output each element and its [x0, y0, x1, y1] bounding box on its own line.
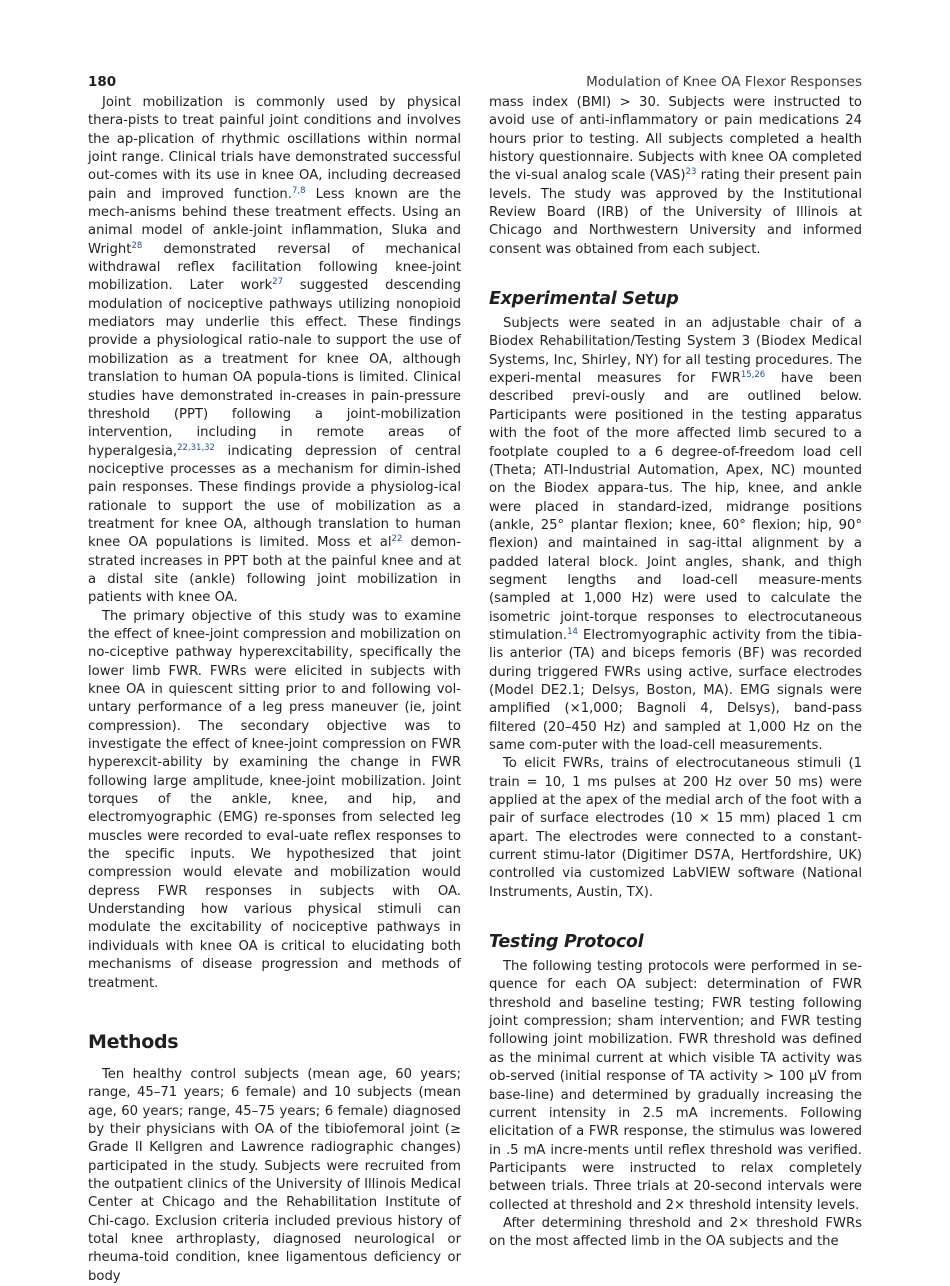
- running-title: Modulation of Knee OA Flexor Responses: [586, 74, 862, 90]
- paragraph-threshold-followup: After determining threshold and 2× threshold FWRs on the most affected limb in the OA subjects and the: [489, 1215, 862, 1250]
- page-number: 180: [88, 74, 117, 90]
- citation-ref[interactable]: 27: [272, 277, 284, 288]
- experimental-setup-heading: Experimental Setup: [489, 289, 679, 310]
- page-header: [88, 72, 862, 92]
- paragraph-subjects: Ten healthy control subjects (mean age, 60 years; range, 45–71 years; 6 female) and 10 subjects (mean age, 60 years; range, 45–75 years; 6 female) diagnosed by their physicians with OA of the tibiofemoral joint (≥ Grade II Kellgren and Lawrence radiographic changes) participated in the study. Subjects were recruited from the outpatient clinics of the University of Illinois Medical Center at Chicago and the Rehabilitation Institute of Chi-cago. Exclusion criteria included previous history of total knee arthroplasty, diagnosed neurological or rheuma-toid condition, knee ligamentous deficiency or body: [88, 1066, 461, 1284]
- citation-ref[interactable]: 22: [391, 534, 403, 545]
- left-column: [88, 94, 461, 1286]
- paragraph-primary-objective: The primary objective of this study was to examine the effect of knee-joint compression and mobilization on no-ciceptive pathway hyperexcitability, specifically the lower limb FWR. FWRs were elicited in subjects with knee OA in quiescent sitting prior to and following vol-untary performance of a leg press maneuver (ie, joint compression). The secondary objective was to investigate the effect of knee-joint compression on FWR hyperexcit-ability by examining the change in FWR following large amplitude, knee-joint mobilization. Joint torques of the ankle, knee, and hip, and electromyographic (EMG) re-sponses from selected leg muscles were recorded to eval-uate reflex responses to the specific inputs. We hypothesized that joint compression would elevate and mobilization would depress FWR responses in subjects with OA. Understanding how various physical stimuli can modulate the excitability of nociceptive pathways in individuals with knee OA is critical to elucidating both mechanisms of disease progression and methods of treatment.: [88, 608, 461, 991]
- citation-ref[interactable]: 7,8: [291, 185, 306, 196]
- paragraph-stimuli: To elicit FWRs, trains of electrocutaneous stimuli (1 train = 10, 1 ms pulses at 200 Hz over 50 ms) were applied at the apex of the medial arch of the foot with a pair of surface electrodes (10 × 15 mm) placed 1 cm apart. The electrodes were connected to a constant-current stimu-lator (Digitimer DS7A, Hertfordshire, UK) controlled via customized LabVIEW software (National Instruments, Austin, TX).: [489, 756, 862, 900]
- paragraph-experimental-setup: Subjects were seated in an adjustable chair of a Biodex Rehabilitation/Testing System 3 (Biodex Medical Systems, Inc, Shirley, NY) for all testing procedures. The experi-mental measures for FWR$^{15,26}$ have been described previ-ously and are outlined below. Participants were positioned in the testing apparatus with the foot of the more affected limb secured to a footplate coupled to a 6 degree-of-freedom load cell (Theta; ATI-Industrial Automation, Apex, NC) mounted on the Biodex appara-tus. The hip, knee, and ankle were placed in standard-ized, midrange positions (ankle, 25° plantar flexion; knee, 60° flexion; hip, 90° flexion) and maintained in sag-ittal alignment by a padded lateral block. Joint angles, shank, and thigh segment lengths and load-cell measure-ments (sampled at 1,000 Hz) were used to calculate the isometric joint-torque responses to electrocutaneous stimulation.$^{14}$ Electromyographic activity from the tibia-lis anterior (TA) and biceps femoris (BF) was recorded during triggered FWRs using active, surface electrodes (Model DE2.1; Delsys, Boston, MA). EMG signals were amplified (×1,000; Bagnoli 4, Delsys), band-pass filtered (20–450 Hz) and sampled at 1,000 Hz on the same com-puter with the load-cell measurements.: [489, 316, 862, 753]
- paragraph-joint-mobilization: Joint mobilization is commonly used by physical thera-pists to treat painful joint conditions and involves the ap-plication of rhythmic oscillations within normal joint range. Clinical trials have demonstrated successful out-comes with its use in knee OA, including decreased pain and improved function.$^{7,8}$ Less known are the mech-anisms behind these treatment effects. Using an animal model of ankle-joint inflammation, Sluka and Wright$^{28}$ demonstrated reversal of mechanical withdrawal reflex facilitation following knee-joint mobilization. Later work$^{27}$ suggested descending modulation of nociceptive pathways utilizing nonopioid mediators may underlie this effect. These findings provide a physiological ratio-nale to support the use of mobilization as a treatment for knee OA, although translation to human OA popula-tions is limited. Clinical studies have demonstrated in-creases in pain-pressure threshold (PPT) following a joint-mobilization intervention, including in remote areas of hyperalgesia,$^{22,31,32}$ indicating depression of central nociceptive processes as a mechanism for dimin-ished pain responses. These findings provide a physiolog-ical rationale to support the use of mobilization as a treatment for knee OA, although translation to human knee OA populations is limited. Moss et $al^{22}$ demon-strated increases in PPT both at the painful knee and at a distal site (ankle) following joint mobilization in patients with knee OA.: [88, 95, 462, 606]
- paragraph-testing-protocol: The following testing protocols were performed in se-quence for each OA subject: determination of FWR threshold and baseline testing; FWR testing following joint compression; sham intervention; and FWR testing following joint mobilization. FWR threshold was defined as the minimal current at which visible TA activity was ob-served (initial response of TA activity > 100 μV from base-line) and determined by gradually increasing the current intensity in 2.5 mA increments. Following elicitation of a FWR response, the stimulus was lowered in .5 mA incre-ments until reflex threshold was verified. Participants were instructed to relax completely between trials. Three trials at 20-second intervals were collected at threshold and 2× threshold intensity levels.: [489, 959, 862, 1213]
- citation-ref[interactable]: 22,31,32: [177, 442, 215, 453]
- paragraph-subjects-continued: mass index (BMI) > 30. Subjects were instructed to avoid use of anti-inflammatory or pain medications 24 hours prior to testing. All subjects completed a health history questionnaire. Subjects with knee OA completed the vi-sual analog scale (VAS)$^{23}$ rating their present pain levels. The study was approved by the Institutional Review Board (IRB) of the University of Illinois at Chicago and Northwestern University and informed consent was obtained from each subject.: [489, 95, 863, 257]
- right-column: [489, 94, 862, 1252]
- citation-ref[interactable]: 15,26: [740, 370, 766, 381]
- citation-ref[interactable]: 28: [131, 240, 143, 251]
- citation-ref[interactable]: 14: [567, 626, 578, 637]
- citation-ref[interactable]: 23: [685, 167, 697, 178]
- testing-protocol-heading: Testing Protocol: [489, 932, 644, 953]
- methods-heading: Methods: [88, 1030, 179, 1053]
